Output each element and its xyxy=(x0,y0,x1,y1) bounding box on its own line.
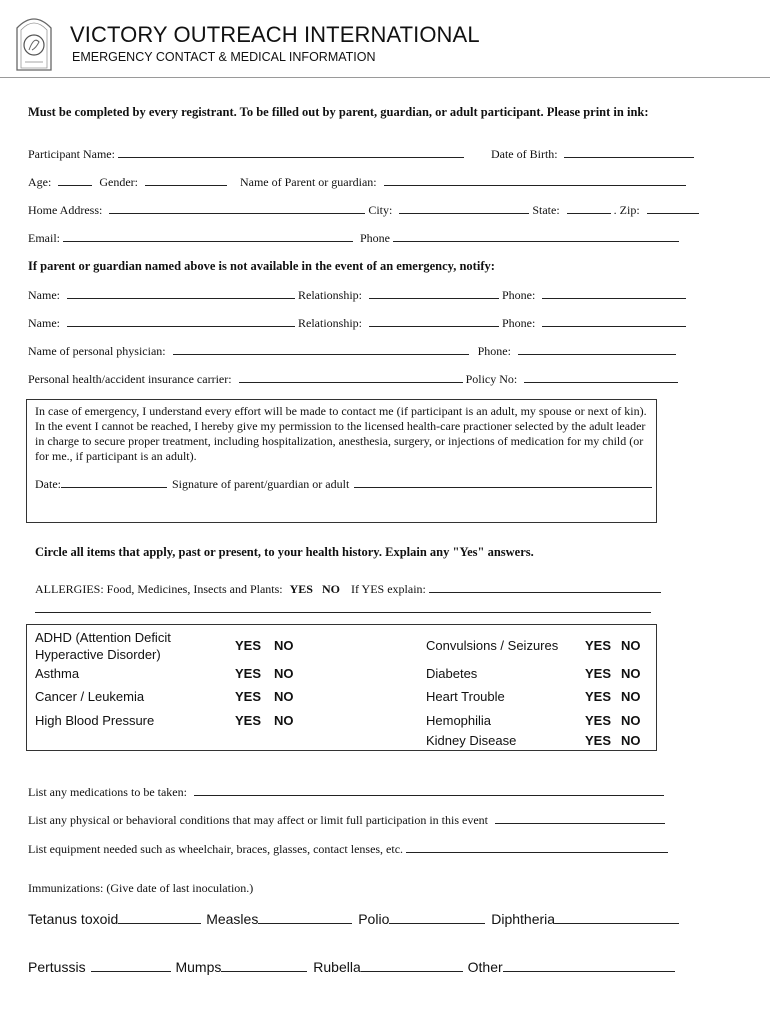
contact-phone-field[interactable] xyxy=(542,287,686,299)
participant-name-field[interactable] xyxy=(118,146,464,158)
contact-name-label: Name: xyxy=(28,288,60,302)
date-of-birth-field[interactable] xyxy=(564,146,694,158)
heart-trouble-yes[interactable]: YES xyxy=(585,689,612,704)
participant-name-label: Participant Name: xyxy=(28,147,115,161)
medications-label: List any medications to be taken: xyxy=(28,785,187,799)
home-address-field[interactable] xyxy=(109,202,365,214)
health-heading: Circle all items that apply, past or present, to your health history. Explain any "Yes" answers. xyxy=(35,545,534,559)
high-blood-pressure-yes[interactable]: YES xyxy=(235,713,262,728)
policy-field[interactable] xyxy=(524,371,678,383)
conditions-field[interactable] xyxy=(495,812,665,824)
email-row xyxy=(28,230,679,246)
gender-field[interactable] xyxy=(145,174,227,186)
hemophilia-yes[interactable]: YES xyxy=(585,713,612,728)
immunizations-row-2 xyxy=(28,958,675,975)
asthma-yes[interactable]: YES xyxy=(235,666,262,681)
church-logo xyxy=(14,12,54,72)
relationship-label: Relationship: xyxy=(298,316,362,330)
other-date-field[interactable] xyxy=(503,958,675,972)
gender-label: Gender: xyxy=(99,175,138,189)
equipment-row xyxy=(28,841,668,857)
conditions-box xyxy=(26,624,657,751)
email-label: Email: xyxy=(28,231,60,245)
cancer-no[interactable]: NO xyxy=(274,689,294,704)
insurance-row xyxy=(28,371,678,387)
diabetes-yes[interactable]: YES xyxy=(585,666,612,681)
date-of-birth-label: Date of Birth: xyxy=(490,147,558,161)
kidney-disease-yes[interactable]: YES xyxy=(585,733,612,748)
age-field[interactable] xyxy=(58,174,92,186)
high-blood-pressure-no[interactable]: NO xyxy=(274,713,294,728)
contact-name-field[interactable] xyxy=(67,315,295,327)
condition-cancer: Cancer / Leukemia xyxy=(35,689,145,704)
contact-phone-label: Phone: xyxy=(502,316,536,330)
contact-phone-label: Phone: xyxy=(502,288,536,302)
contact-name-field[interactable] xyxy=(67,287,295,299)
hemophilia-no[interactable]: NO xyxy=(621,713,641,728)
medications-row xyxy=(28,784,664,800)
medications-field[interactable] xyxy=(194,784,664,796)
zip-label: Zip: xyxy=(619,203,640,217)
phone-field[interactable] xyxy=(393,230,679,242)
relationship-field[interactable] xyxy=(369,315,499,327)
allergies-no[interactable]: NO xyxy=(321,582,340,596)
condition-asthma: Asthma xyxy=(35,666,80,681)
equipment-field[interactable] xyxy=(406,841,668,853)
contact-name-label: Name: xyxy=(28,316,60,330)
emergency-heading: If parent or guardian named above is not available in the event of an emergency, notify: xyxy=(28,259,495,273)
asthma-no[interactable]: NO xyxy=(274,666,294,681)
tetanus-date-field[interactable] xyxy=(118,910,201,924)
signature-field[interactable] xyxy=(354,476,652,488)
age-label: Age: xyxy=(28,175,52,189)
parent-name-field[interactable] xyxy=(384,174,686,186)
condition-convulsions: Convulsions / Seizures xyxy=(426,638,559,653)
consent-box xyxy=(26,399,657,523)
contact-row-2 xyxy=(28,315,686,331)
contact-row-1 xyxy=(28,287,686,303)
consent-text-line: In the event I cannot be reached, I hereby give my permission to the licensed health-care practioner selected by the adult leader xyxy=(35,419,646,433)
consent-text-line: for me., if participant is an adult). xyxy=(35,449,197,463)
insurance-label: Personal health/accident insurance carrier: xyxy=(28,372,232,386)
physician-phone-label: Phone: xyxy=(477,344,511,358)
physician-phone-field[interactable] xyxy=(518,343,676,355)
cancer-yes[interactable]: YES xyxy=(235,689,262,704)
adhd-yes[interactable]: YES xyxy=(235,638,262,653)
measles-label: Measles xyxy=(206,911,259,927)
condition-diabetes: Diabetes xyxy=(426,666,478,681)
conditions-row xyxy=(28,812,665,828)
condition-heart-trouble: Heart Trouble xyxy=(426,689,505,704)
measles-date-field[interactable] xyxy=(258,910,352,924)
mumps-date-field[interactable] xyxy=(221,958,307,972)
condition-adhd: ADHD (Attention Deficit Hyperactive Disorder) xyxy=(35,630,171,662)
tetanus-label: Tetanus toxoid xyxy=(28,911,119,927)
diabetes-no[interactable]: NO xyxy=(621,666,641,681)
contact-phone-field[interactable] xyxy=(542,315,686,327)
mumps-label: Mumps xyxy=(175,959,222,975)
allergies-label: ALLERGIES: Food, Medicines, Insects and Plants: xyxy=(35,582,283,596)
physician-row xyxy=(28,343,676,359)
zip-field[interactable] xyxy=(647,202,699,214)
email-field[interactable] xyxy=(63,230,353,242)
allergies-explain-field[interactable] xyxy=(429,581,661,593)
consent-text-line: In case of emergency, I understand every effort will be made to contact me (if participant is an adult, my spouse or next of kin). xyxy=(35,404,647,418)
header-divider xyxy=(0,77,770,78)
home-address-label: Home Address: xyxy=(28,203,103,217)
convulsions-yes[interactable]: YES xyxy=(585,638,612,653)
allergies-explain-label: If YES explain: xyxy=(350,582,426,596)
page-subtitle: EMERGENCY CONTACT & MEDICAL INFORMATION xyxy=(72,50,376,64)
address-row: Home Address: City: State: . Zip: xyxy=(28,202,699,218)
city-field[interactable] xyxy=(399,202,529,214)
relationship-label: Relationship: xyxy=(298,288,362,302)
consent-text-line: in charge to secure proper treatment, including hospitalization, anesthesia, surgery, or injections of medication for my child (or xyxy=(35,434,644,448)
immunizations-row-1 xyxy=(28,910,679,927)
conditions-label: List any physical or behavioral conditions that may affect or limit full participation in this event xyxy=(28,813,488,827)
page-title: VICTORY OUTREACH INTERNATIONAL xyxy=(70,22,480,47)
participant-row xyxy=(28,146,694,162)
condition-kidney-disease: Kidney Disease xyxy=(426,733,517,748)
phone-label: Phone xyxy=(360,231,390,245)
diphtheria-date-field[interactable] xyxy=(555,910,679,924)
rubella-label: Rubella xyxy=(313,959,361,975)
other-label: Other xyxy=(467,959,503,975)
age-gender-row xyxy=(28,174,686,190)
instructions: Must be completed by every registrant. To be filled out by parent, guardian, or adult participant. Please print in ink: xyxy=(28,105,649,119)
immunizations-heading: Immunizations: (Give date of last inoculation.) xyxy=(28,881,254,895)
polio-date-field[interactable] xyxy=(389,910,485,924)
adhd-no[interactable]: NO xyxy=(274,638,294,653)
insurance-field[interactable] xyxy=(239,371,463,383)
signature-label: Signature of parent/guardian or adult xyxy=(172,477,350,491)
allergies-explain-line[interactable] xyxy=(35,612,651,613)
physician-field[interactable] xyxy=(173,343,469,355)
parent-name-label: Name of Parent or guardian: xyxy=(239,175,377,189)
polio-label: Polio xyxy=(358,911,390,927)
state-label: State: xyxy=(532,203,560,217)
kidney-disease-no[interactable]: NO xyxy=(621,733,641,748)
policy-label: Policy No: xyxy=(465,372,518,386)
allergies-yes[interactable]: YES xyxy=(289,582,313,596)
consent-date-field[interactable] xyxy=(61,476,167,488)
convulsions-no[interactable]: NO xyxy=(621,638,641,653)
diphtheria-label: Diphtheria xyxy=(491,911,556,927)
pertussis-label: Pertussis xyxy=(28,959,86,975)
condition-hemophilia: Hemophilia xyxy=(426,713,492,728)
allergies-row xyxy=(35,581,661,597)
state-field[interactable] xyxy=(567,202,611,214)
relationship-field[interactable] xyxy=(369,287,499,299)
equipment-label: List equipment needed such as wheelchair, braces, glasses, contact lenses, etc. xyxy=(28,842,404,856)
condition-high-blood-pressure: High Blood Pressure xyxy=(35,713,155,728)
pertussis-date-field[interactable] xyxy=(91,958,171,972)
rubella-date-field[interactable] xyxy=(361,958,463,972)
consent-signature-row xyxy=(35,476,652,492)
consent-date-label: Date: xyxy=(35,477,61,491)
city-label: City: xyxy=(368,203,393,217)
heart-trouble-no[interactable]: NO xyxy=(621,689,641,704)
physician-label: Name of personal physician: xyxy=(28,344,166,358)
